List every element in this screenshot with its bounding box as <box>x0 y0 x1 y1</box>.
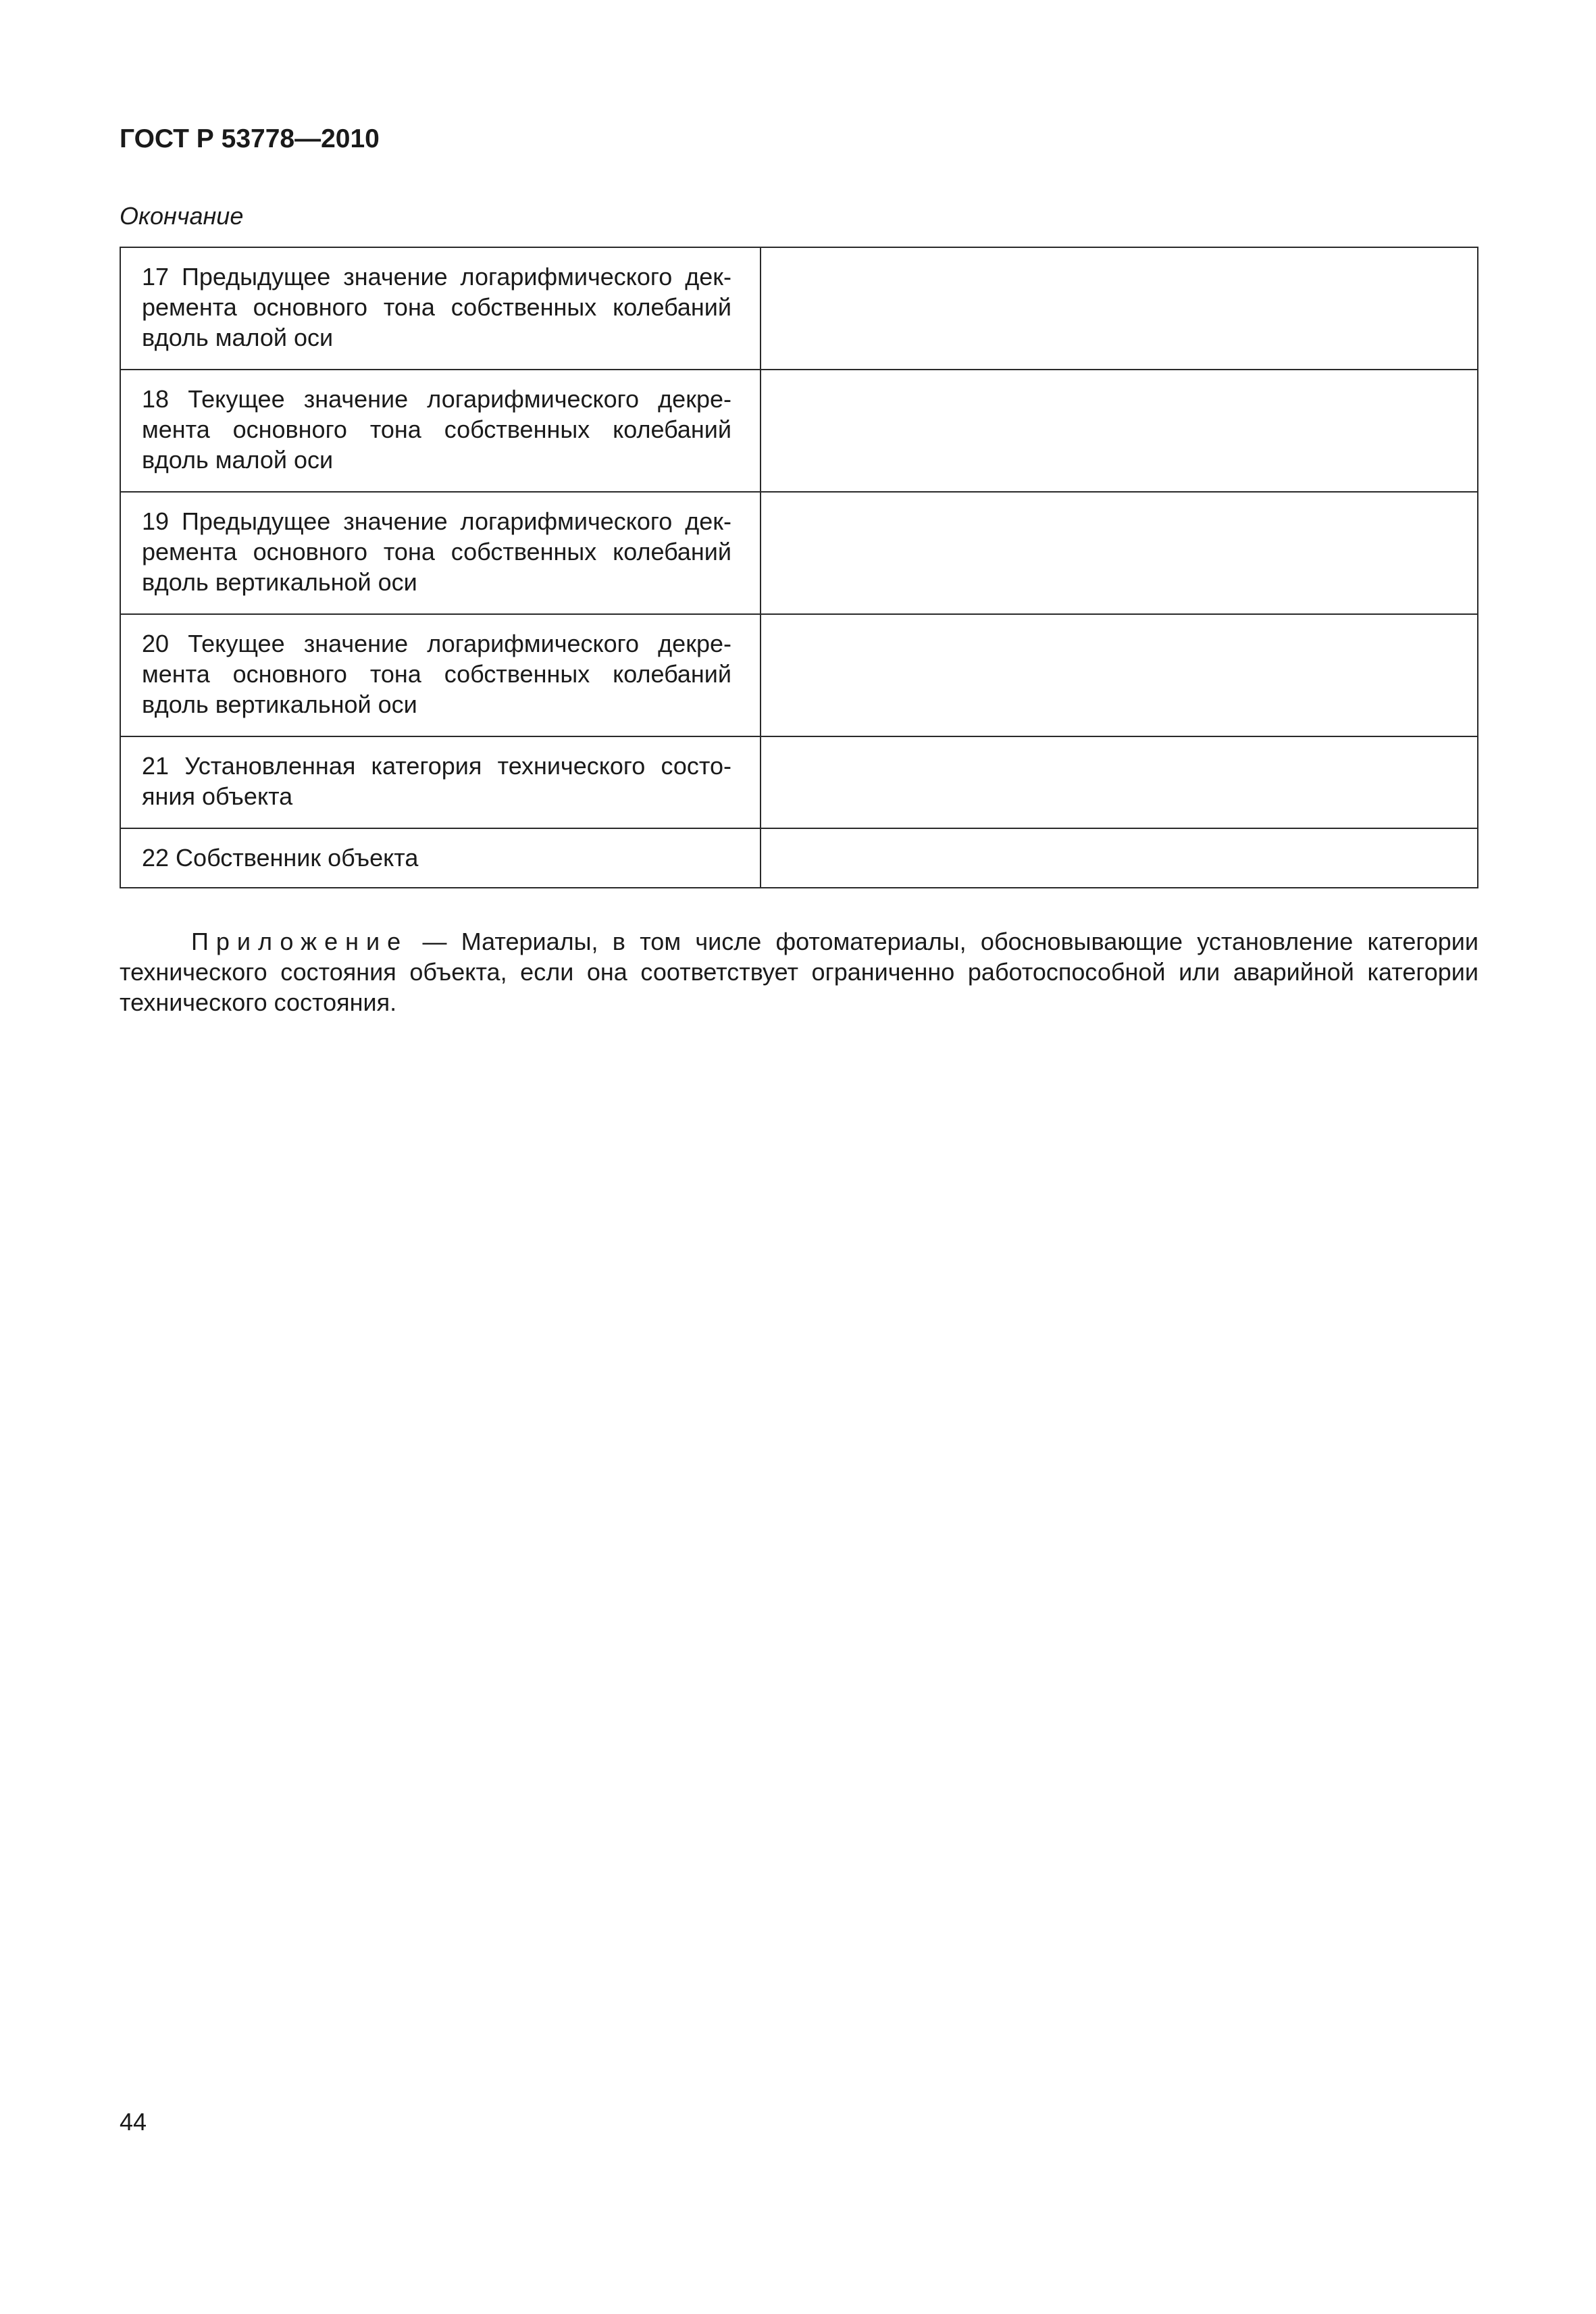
row-label-cell <box>120 614 761 736</box>
table-row <box>120 370 1478 492</box>
row-label-cell <box>120 828 761 888</box>
row-value-cell <box>761 828 1478 888</box>
row-label: 17 Предыдущее значение логарифмического декремента основного тона собственных колебаний вдоль малой оси <box>142 263 731 351</box>
row-value-cell <box>761 370 1478 492</box>
page-number: 44 <box>120 2108 147 2136</box>
note-text: — Материалы, в том числе фотоматериалы, обосновывающие установление категории технического состояния объекта, если она соответствует ограниченно работоспособной или аварийной категории технического состояния. <box>120 928 1478 1016</box>
table-row <box>120 247 1478 370</box>
continuation-label: Окончание <box>120 202 244 230</box>
row-value-cell <box>761 247 1478 370</box>
row-label: 19 Предыдущее значение логарифмического декремента основного тона собственных колебаний вдоль вертикальной оси <box>142 507 731 596</box>
note-lead-word: Приложение <box>191 928 409 955</box>
row-label: 20 Текущее значение логарифмического декремента основного тона собственных колебаний вдоль вертикальной оси <box>142 630 731 718</box>
row-value-cell <box>761 736 1478 828</box>
table-row <box>120 614 1478 736</box>
row-label-cell <box>120 736 761 828</box>
row-value-cell <box>761 492 1478 614</box>
row-label: 18 Текущее значение логарифмического декремента основного тона собственных колебаний вдоль малой оси <box>142 385 731 474</box>
table-row <box>120 736 1478 828</box>
document-header: ГОСТ Р 53778—2010 <box>120 124 380 153</box>
row-label-cell <box>120 370 761 492</box>
table-row <box>120 492 1478 614</box>
row-label-cell <box>120 247 761 370</box>
row-label: 22 Собственник объекта <box>142 844 419 872</box>
row-label: 21 Установленная категория технического состояния объекта <box>142 752 731 810</box>
appendix-note <box>120 926 1478 1017</box>
data-table <box>120 247 1478 888</box>
row-label-cell <box>120 492 761 614</box>
table-row <box>120 828 1478 888</box>
row-value-cell <box>761 614 1478 736</box>
